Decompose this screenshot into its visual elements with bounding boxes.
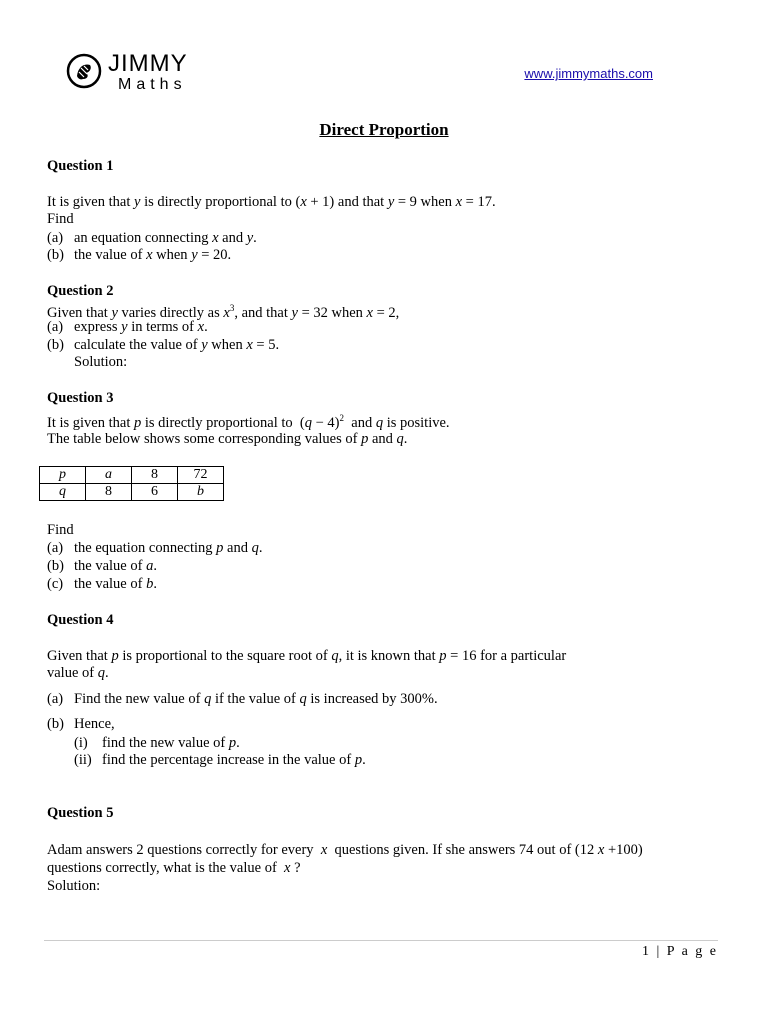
table-row — [40, 484, 224, 501]
question-1-part-a-label: (a) — [47, 230, 64, 246]
question-2-statement: Given that y varies directly as $x^3$, and that y = 32 when x = 2, — [47, 303, 400, 321]
question-2-part-b: calculate the value of y when x = 5. — [74, 337, 280, 353]
question-3-heading: Question 3 — [47, 390, 114, 406]
logo-wordmark-maths: Maths — [118, 76, 187, 93]
question-2-part-a: express y in terms of x. — [74, 319, 208, 335]
question-5-statement-line-2: questions correctly, what is the value of x ? — [47, 860, 301, 876]
question-1-part-b: the value of x when y = 20. — [74, 247, 232, 263]
question-1-part-b-label: (b) — [47, 247, 64, 263]
question-1-find: Find — [47, 211, 74, 227]
table-row — [40, 467, 224, 484]
table-cell: 72 — [178, 467, 224, 484]
question-3-part-c: the value of b. — [74, 576, 157, 592]
table-cell: q — [40, 484, 86, 501]
question-1-heading: Question 1 — [47, 158, 114, 174]
question-3-part-a-label: (a) — [47, 540, 64, 556]
table-cell: p — [40, 467, 86, 484]
question-4-part-b-label: (b) — [47, 716, 64, 732]
question-4-part-b-ii-label: (ii) — [74, 752, 92, 768]
question-4-part-a: Find the new value of q if the value of q is increased by 300%. — [74, 691, 438, 707]
question-4-part-b-i-label: (i) — [74, 735, 88, 751]
question-1-part-a: an equation connecting x and y. — [74, 230, 257, 246]
footer-divider — [44, 940, 718, 941]
question-1-statement: It is given that y is directly proportional to (x + 1) and that y = 9 when x = 17. — [47, 194, 496, 210]
question-4-statement-line-2: value of q. — [47, 665, 109, 681]
question-4-statement-line-1: Given that p is proportional to the square root of q, it is known that p = 16 for a particular — [47, 648, 567, 664]
table-cell: 8 — [132, 467, 178, 484]
question-5-heading: Question 5 — [47, 805, 114, 821]
page-label: P a g e — [666, 944, 718, 959]
website-link[interactable]: www.jimmymaths.com — [524, 66, 653, 81]
question-4-part-b-hence: Hence, — [74, 716, 115, 732]
question-4-part-a-label: (a) — [47, 691, 64, 707]
question-3-table-intro: The table below shows some corresponding values of p and q. — [47, 431, 408, 447]
page-number: 1 — [641, 944, 651, 959]
question-2-heading: Question 2 — [47, 283, 114, 299]
question-4-part-b-ii: find the percentage increase in the value of p. — [102, 752, 366, 768]
question-3-part-c-label: (c) — [47, 576, 64, 592]
question-3-part-b: the value of a. — [74, 558, 157, 574]
logo-wordmark-jimmy: JIMMY — [108, 50, 188, 77]
jimmy-maths-logo-icon — [66, 53, 102, 89]
table-cell: 6 — [132, 484, 178, 501]
question-5-statement-line-1: Adam answers 2 questions correctly for every x questions given. If she answers 74 out of (12 x +100) — [47, 842, 643, 858]
page-footer: 1 | P a g e — [641, 944, 718, 959]
values-table — [39, 466, 224, 501]
question-5-solution-label: Solution: — [47, 878, 101, 894]
question-3-part-a: the equation connecting p and q. — [74, 540, 263, 556]
table-cell: 8 — [86, 484, 132, 501]
question-3-part-b-label: (b) — [47, 558, 64, 574]
question-4-part-b-i: find the new value of p. — [102, 735, 240, 751]
page-title: Direct Proportion — [319, 120, 449, 139]
question-2-part-b-label: (b) — [47, 337, 64, 353]
question-3-statement: It is given that p is directly proportional to $(q - 4)^2$ and q is positive. — [47, 413, 450, 431]
question-2-solution-label: Solution: — [74, 354, 128, 370]
table-cell: b — [178, 484, 224, 501]
question-2-part-a-label: (a) — [47, 319, 64, 335]
question-4-heading: Question 4 — [47, 612, 114, 628]
question-3-find: Find — [47, 522, 74, 538]
table-cell: a — [86, 467, 132, 484]
